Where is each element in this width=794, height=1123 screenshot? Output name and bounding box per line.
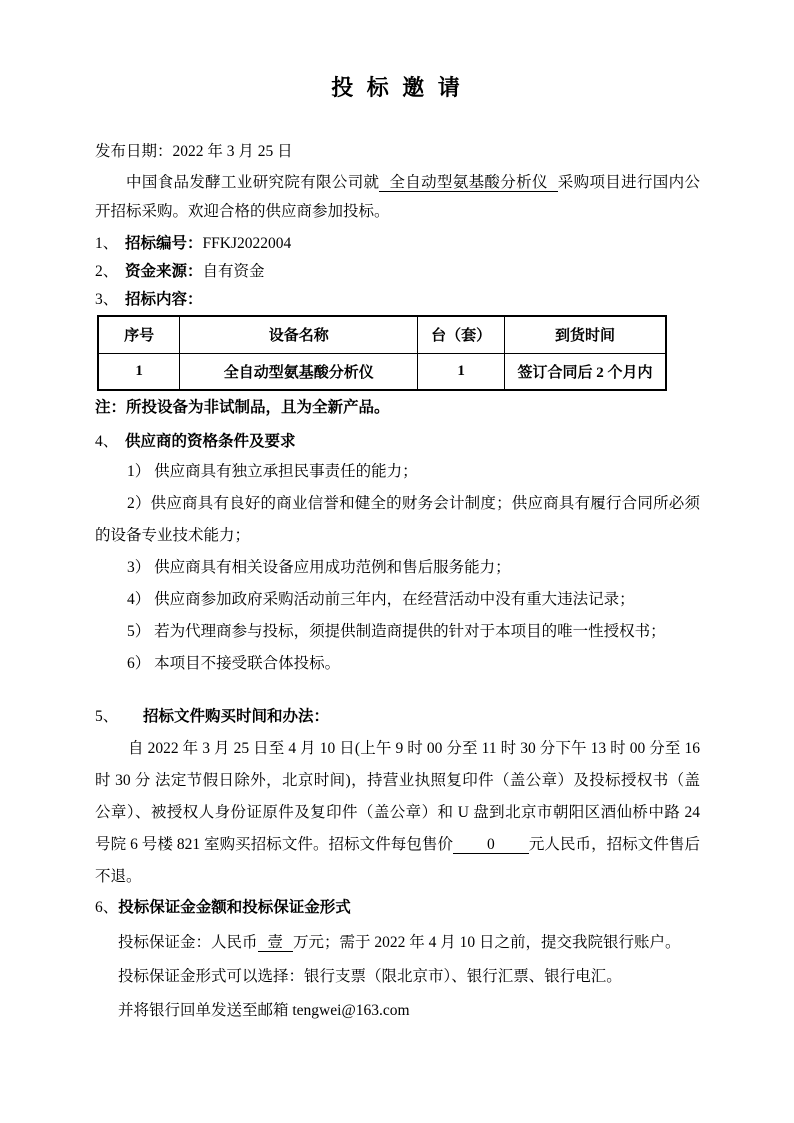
bid-bond-form-paragraph: 投标保证金形式可以选择：银行支票（限北京市）、银行汇票、银行电汇。 (118, 968, 622, 985)
item-number: 3、 (95, 291, 119, 308)
purchase-text-after: 元人民币，招标文件售后不退。 (95, 836, 700, 885)
table-header-cell-seq: 序号 (98, 316, 180, 353)
requirement-item: 3） 供应商具有相关设备应用成功范例和售后服务能力； (127, 559, 511, 576)
bid-bond-heading-text: 投标保证金金额和投标保证金形式 (118, 899, 351, 916)
publish-date-label: 发布日期： (95, 143, 173, 160)
table-row (98, 353, 666, 390)
table-cell-equipment: 全自动型氨基酸分析仪 (180, 353, 418, 390)
tender-number-item (95, 233, 700, 254)
bid-bond-heading (95, 897, 700, 919)
supplier-requirements-heading-text: 供应商的资格条件及要求 (125, 433, 296, 450)
funding-source-value: 自有资金 (202, 263, 265, 280)
table-header-row (98, 316, 666, 353)
tender-number-label: 招标编号： (125, 235, 203, 252)
item-number: 4、 (95, 433, 119, 450)
item-number: 2、 (95, 263, 119, 280)
bond-text-before: 投标保证金：人民币 (118, 934, 258, 951)
note-line: 注：所投设备为非试制品，且为全新产品。 (95, 399, 390, 416)
document-purchase-heading (95, 706, 700, 727)
requirement-item: 6） 本项目不接受联合体投标。 (127, 655, 341, 672)
requirement-item: 4） 供应商参加政府采购活动前三年内，在经营活动中没有重大违法记录； (127, 591, 635, 608)
table-cell-seq: 1 (98, 353, 180, 390)
table-header-cell-delivery: 到货时间 (505, 316, 666, 353)
purchase-text-before: 自 2022 年 3 月 25 日至 4 月 10 日(上午 9 时 00 分至 11 时 30 分下午 13 时 00 分至 16 时 30 分 法定节假日除外，北京时间)，持营业执照复印件（盖公章）及投标授权书（盖公章）、被授权人身份证原件及复印件（盖公章）和 U 盘到北京市朝阳区酒仙桥中路 24 号院 6 号楼 821 室购买招标文件。招标文件每包售价 (95, 740, 700, 853)
price-blank-underlined: 0 (453, 836, 529, 854)
document-title: 投 标 邀 请 (331, 75, 464, 100)
tender-content-item (95, 289, 700, 310)
intro-text-before: 中国食品发酵工业研究院有限公司就 (126, 174, 380, 191)
table-cell-delivery: 签订合同后 2 个月内 (505, 353, 666, 390)
bid-bond-amount-paragraph (95, 933, 700, 953)
item-number: 1、 (95, 235, 119, 252)
item-number: 5、 (95, 708, 119, 725)
tender-content-label: 招标内容： (125, 291, 203, 308)
requirements-list (95, 456, 700, 680)
table-header-cell-quantity: 台（套） (418, 316, 505, 353)
document-purchase-heading-text: 招标文件购买时间和办法： (143, 708, 330, 725)
item-number: 6、 (95, 899, 119, 916)
requirement-item: 2）供应商具有良好的商业信誉和健全的财务会计制度；供应商具有履行合同所必须的设备专业技术能力； (95, 495, 700, 544)
tender-number-value: FFKJ2022004 (202, 235, 292, 252)
supplier-requirements-heading (95, 431, 700, 452)
publish-date-line (95, 142, 700, 162)
table-header-cell-equipment: 设备名称 (180, 316, 418, 353)
publish-date-value: 2022 年 3 月 25 日 (172, 143, 293, 160)
funding-source-item (95, 261, 700, 282)
bank-receipt-email-paragraph: 并将银行回单发送至邮箱 tengwei@163.com (118, 1002, 410, 1019)
document-content (95, 0, 700, 1021)
intro-paragraph (95, 168, 700, 226)
intro-text-after: 采购项目进行国内公开招标采购。欢迎合格的供应商参加投标。 (95, 174, 700, 220)
table-cell-quantity: 1 (418, 353, 505, 390)
document-purchase-paragraph (95, 733, 700, 893)
funding-source-label: 资金来源： (125, 263, 203, 280)
project-name-underlined: 全自动型氨基酸分析仪 (379, 174, 557, 192)
equipment-table (97, 315, 667, 391)
bond-text-after: 万元；需于 2022 年 4 月 10 日之前，提交我院银行账户。 (293, 934, 681, 951)
requirement-item: 5） 若为代理商参与投标，须提供制造商提供的针对于本项目的唯一性授权书； (127, 623, 666, 640)
requirement-item: 1） 供应商具有独立承担民事责任的能力； (127, 463, 418, 480)
bond-amount-underlined: 壹 (258, 934, 294, 952)
